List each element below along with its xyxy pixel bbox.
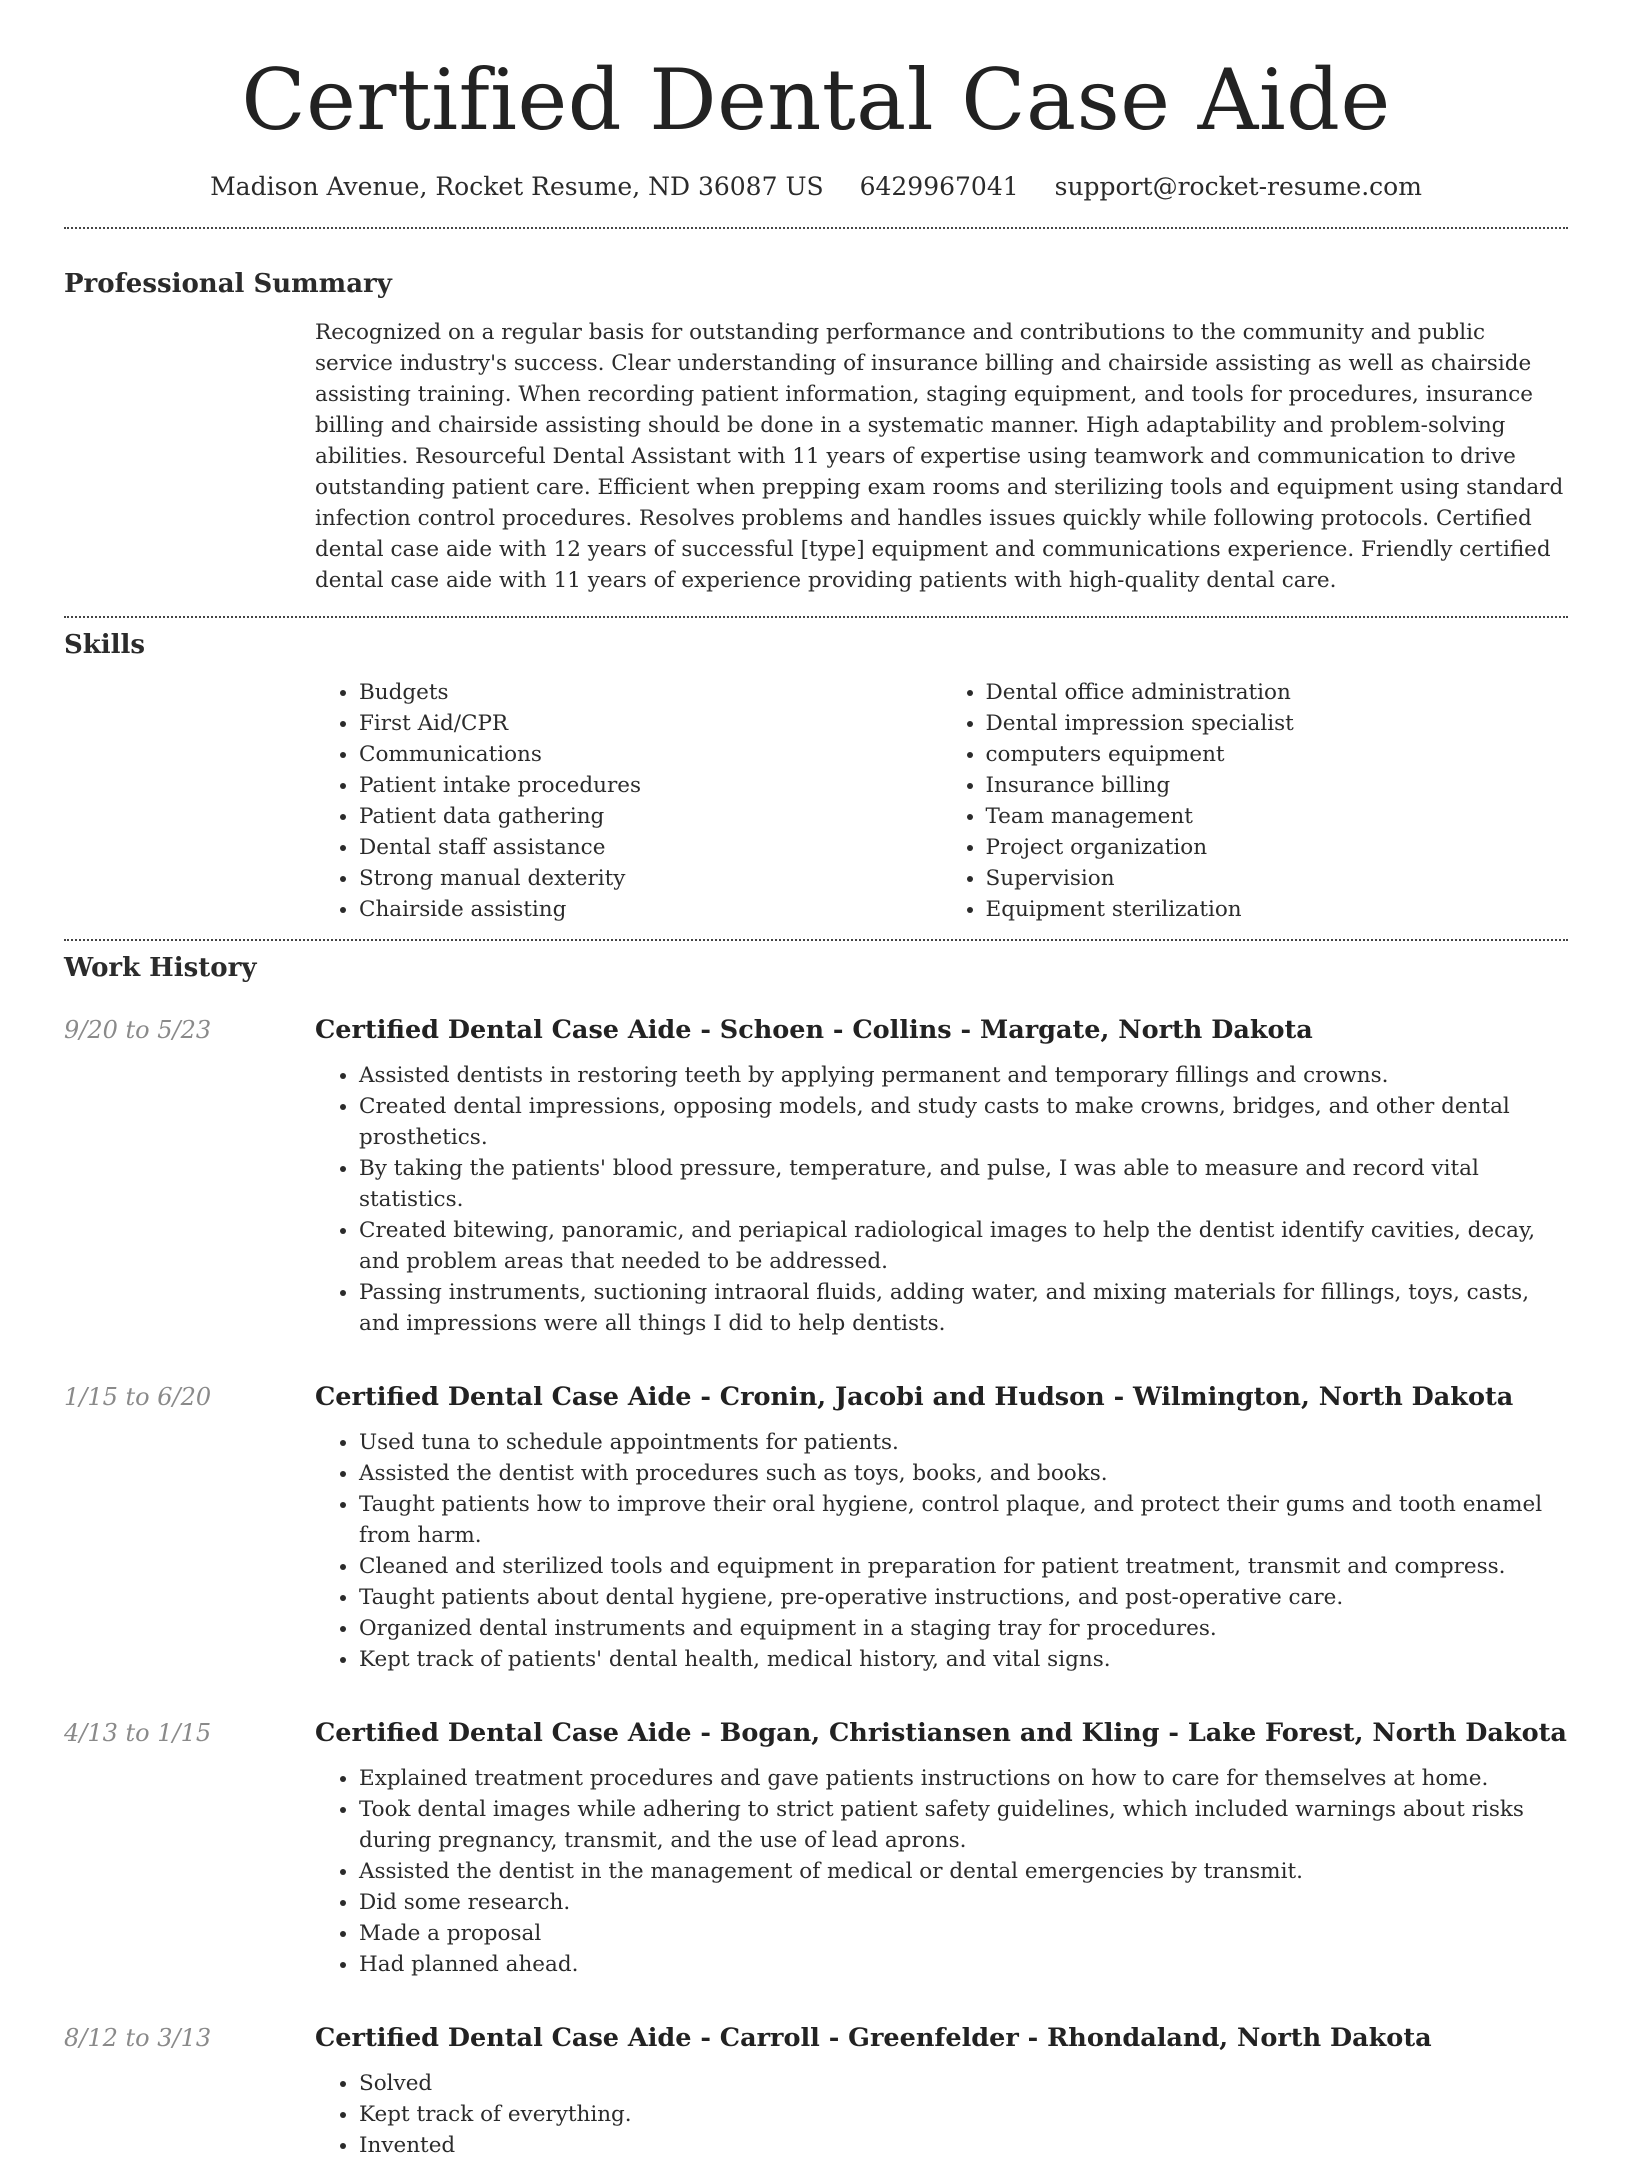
job-entry [64, 1014, 1568, 1339]
list-item: • Created bitewing, panoramic, and periapical radiological images to help the dentist identify cavities, decay, and problem areas that needed to be addressed. [359, 1215, 1568, 1277]
list-item: • Created dental impressions, opposing models, and study casts to make crowns, bridges, and other dental prosthetics. [359, 1091, 1568, 1153]
summary-text: Recognized on a regular basis for outstanding performance and contributions to the community and public service industry's success. Clear understanding of insurance billing and chairside assisting as well as chairside assisting training. When recording patient information, staging equipment, and tools for procedures, insurance billing and chairside assisting should be done in a systematic manner. High adaptability and problem-solving abilities. Resourceful Dental Assistant with 11 years of expertise using teamwork and communication to drive outstanding patient care. Efficient when prepping exam rooms and sterilizing tools and equipment using standard infection control procedures. Resolves problems and handles issues quickly while following protocols. Certified dental case aide with 12 years of successful [type] equipment and communications experience. Friendly certified dental case aide with 11 years of experience providing patients with high-quality dental care. [315, 319, 1564, 593]
list-item: • Dental impression specialist [986, 708, 1569, 739]
list-item: • Taught patients about dental hygiene, pre-operative instructions, and post-operative care. [359, 1582, 1568, 1613]
job-entry [64, 1381, 1568, 1675]
list-item: • Took dental images while adhering to strict patient safety guidelines, which included warnings about risks during pregnancy, transmit, and the use of lead aprons. [359, 1794, 1568, 1856]
list-item: • Invented [359, 2130, 1568, 2161]
job-dates: 4/13 to 1/15 [64, 1718, 212, 1747]
job-title: Certified Dental Case Aide - Schoen - Collins - Margate, North Dakota [315, 1014, 1313, 1045]
job-bullets [315, 1427, 1568, 1675]
phone-text: 6429967041 [859, 172, 1019, 202]
contact-line [64, 172, 1568, 201]
list-item: • Budgets [359, 677, 942, 708]
address-text: Madison Avenue, Rocket Resume, ND 36087 US [210, 172, 824, 202]
list-item: • Kept track of everything. [359, 2099, 1568, 2130]
list-item: • Did some research. [359, 1887, 1568, 1918]
list-item: • computers equipment [986, 739, 1569, 770]
list-item: • Supervision [986, 863, 1569, 894]
job-title: Certified Dental Case Aide - Carroll - Greenfelder - Rhondaland, North Dakota [315, 2022, 1432, 2053]
job-details [315, 1014, 1568, 1339]
list-item: • Dental staff assistance [359, 832, 942, 863]
job-details [315, 1717, 1568, 1980]
list-item: • Assisted the dentist in the management of medical or dental emergencies by transmit. [359, 1856, 1568, 1887]
list-item: • Made a proposal [359, 1918, 1568, 1949]
list-item: • First Aid/CPR [359, 708, 942, 739]
skills-heading: Skills [64, 629, 146, 660]
list-item: • Strong manual dexterity [359, 863, 942, 894]
list-item: • Had planned ahead. [359, 1949, 1568, 1980]
list-item: • Organized dental instruments and equipment in a staging tray for procedures. [359, 1613, 1568, 1644]
work-history-heading: Work History [64, 952, 257, 983]
list-item: • Used tuna to schedule appointments for patients. [359, 1427, 1568, 1458]
job-bullets [315, 1763, 1568, 1980]
list-item: • Cleaned and sterilized tools and equipment in preparation for patient treatment, transmit and compress. [359, 1551, 1568, 1582]
list-item: • Project organization [986, 832, 1569, 863]
job-dates: 1/15 to 6/20 [64, 1382, 212, 1411]
job-bullets [315, 2068, 1568, 2161]
list-item: • Team management [986, 801, 1569, 832]
list-item: • Assisted dentists in restoring teeth by applying permanent and temporary fillings and crowns. [359, 1060, 1568, 1091]
skills-column-right [942, 677, 1569, 925]
job-bullets [315, 1060, 1568, 1339]
list-item: • Passing instruments, suctioning intraoral fluids, adding water, and mixing materials for fillings, toys, casts, and impressions were all things I did to help dentists. [359, 1277, 1568, 1339]
list-item: • Communications [359, 739, 942, 770]
list-item: • Chairside assisting [359, 894, 942, 925]
summary-heading: Professional Summary [64, 269, 392, 300]
job-details [315, 1381, 1568, 1675]
list-item: • Dental office administration [986, 677, 1569, 708]
list-item: • Insurance billing [986, 770, 1569, 801]
job-entry [64, 2022, 1568, 2161]
job-details [315, 2022, 1568, 2161]
list-item: • Solved [359, 2068, 1568, 2099]
job-title: Certified Dental Case Aide - Bogan, Christiansen and Kling - Lake Forest, North Dakota [315, 1717, 1567, 1748]
job-dates: 8/12 to 3/13 [64, 2023, 212, 2052]
divider [64, 616, 1568, 618]
resume-page [64, 0, 1568, 2161]
divider [64, 939, 1568, 941]
job-title: Certified Dental Case Aide - Cronin, Jacobi and Hudson - Wilmington, North Dakota [315, 1381, 1514, 1412]
job-dates: 9/20 to 5/23 [64, 1015, 212, 1044]
list-item: • Equipment sterilization [986, 894, 1569, 925]
skills-list [315, 677, 1568, 925]
list-item: • Taught patients how to improve their oral hygiene, control plaque, and protect their gums and tooth enamel from harm. [359, 1489, 1568, 1551]
list-item: • Explained treatment procedures and gave patients instructions on how to care for themselves at home. [359, 1763, 1568, 1794]
list-item: • Kept track of patients' dental health, medical history, and vital signs. [359, 1644, 1568, 1675]
list-item: • By taking the patients' blood pressure, temperature, and pulse, I was able to measure and record vital statistics. [359, 1153, 1568, 1215]
work-history-list [64, 1014, 1568, 2161]
job-entry [64, 1717, 1568, 1980]
list-item: • Patient data gathering [359, 801, 942, 832]
list-item: • Assisted the dentist with procedures such as toys, books, and books. [359, 1458, 1568, 1489]
divider [64, 227, 1568, 229]
skills-column-left [315, 677, 942, 925]
list-item: • Patient intake procedures [359, 770, 942, 801]
candidate-name: Certified Dental Case Aide [241, 51, 1391, 149]
email-link[interactable]: support@rocket-resume.com [1054, 172, 1422, 202]
